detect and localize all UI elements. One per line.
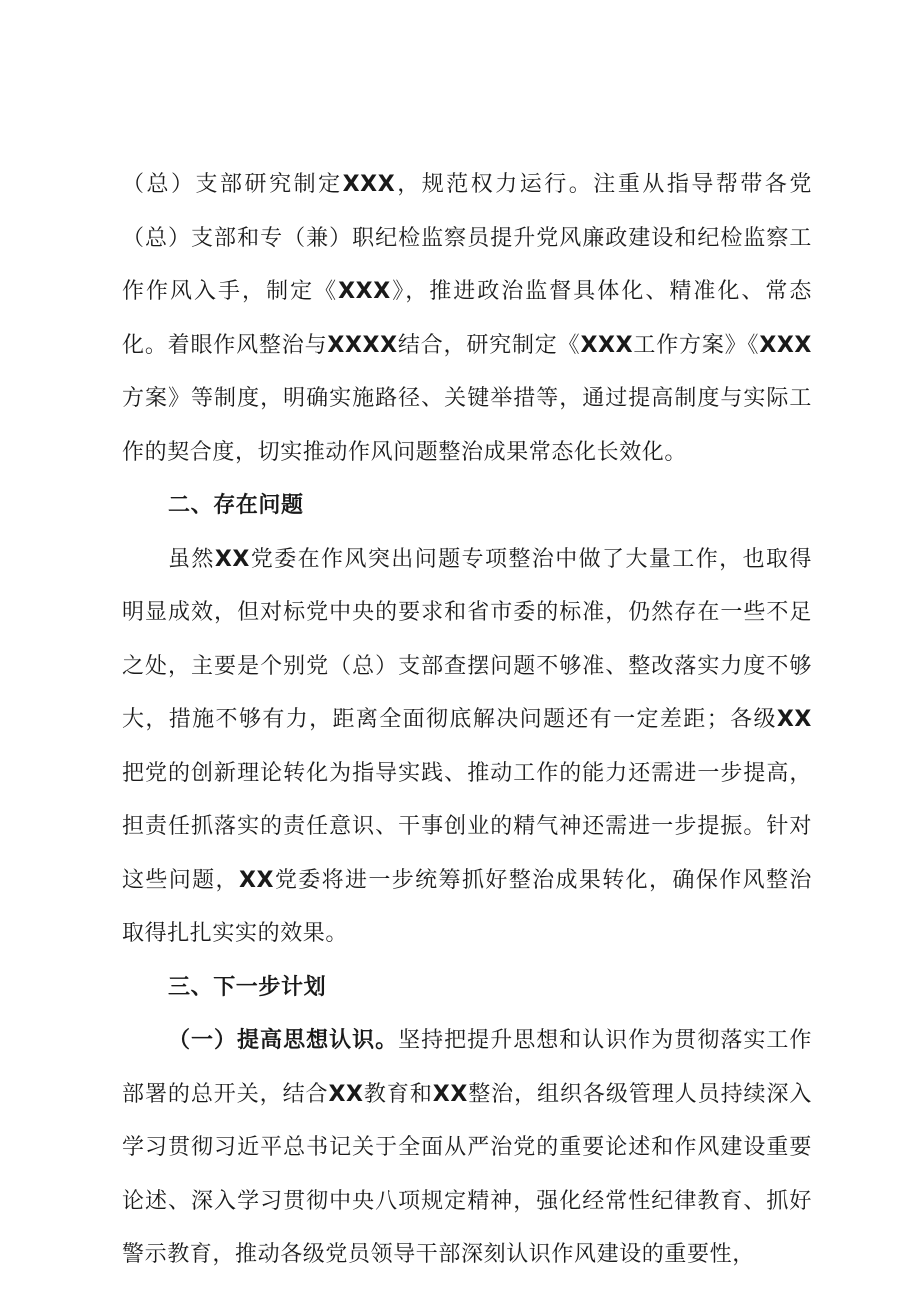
text-span: 》，推进政治监督具体化、精准化、常态化。着眼作风整治与 (122, 279, 812, 358)
text-span: 结合，研究制定《 (397, 332, 581, 358)
text-span: ，规范权力运行。注重从指导帮带各党（总）支部和专（兼）职纪检监察员提升党风廉政建设和纪检监察工作作风入手，制定《 (122, 172, 812, 304)
document-body (122, 158, 812, 1282)
placeholder-text: XXXX (327, 332, 398, 358)
text-span: 教育和 (363, 1081, 433, 1107)
placeholder-text: XX (238, 867, 275, 893)
placeholder-text: XX (776, 707, 812, 732)
text-span: 党委将进一步统筹抓好整治成果转化，确保作风整治取得扎扎实实的效果。 (122, 867, 812, 946)
placeholder-text: XXX (338, 279, 391, 304)
placeholder-text: XX (432, 1081, 468, 1107)
section-heading-next-steps: 三、下一步计划 (168, 974, 327, 1000)
placeholder-text: XXX (580, 332, 634, 358)
subsection-lead: （一）提高思想认识。 (168, 1027, 399, 1053)
text-span: 工作方案》《 (633, 332, 760, 358)
paragraph-system-building (122, 158, 812, 479)
text-span: 整治，组织各级管理人员持续深入学习贯彻习近平总书记关于全面从严治党的重要论述和作风建设重要论述、深入学习贯彻中央八项规定精神，强化经常性纪律教育、抓好警示教育，推动各级党员领导干部深刻认识作风建设的重要性， (122, 1081, 812, 1267)
text-span: 方案》等制度，明确实施路径、关键举措等，通过提高制度与实际工作的契合度，切实推动作风问题整治成果常态化长效化。 (122, 386, 812, 465)
text-span: 把党的创新理论转化为指导实践、推动工作的能力还需进一步提高，担责任抓落实的责任意识、干事创业的精气神还需进一步提振。针对这些问题， (122, 760, 812, 893)
text-span: 党委在作风突出问题专项整治中做了大量工作，也取得明显成效，但对标党中央的要求和省市委的标准，仍然存在一些不足之处，主要是个别党（总）支部查摆问题不够准、整改落实力度不够大，措施不够有力，距离全面彻底解决问题还有一定差距；各级 (122, 546, 813, 732)
placeholder-text: XX (214, 546, 250, 572)
placeholder-text: XX (328, 1081, 364, 1107)
text-span: （总）支部研究制定 (122, 172, 343, 197)
text-span: 虽然 (168, 546, 215, 572)
placeholder-text: XXX (759, 332, 812, 358)
section-heading-existing-problems: 二、存在问题 (168, 493, 304, 518)
placeholder-text: XXX (342, 172, 396, 197)
paragraph-raise-awareness (122, 1014, 812, 1282)
text-span: 坚持把提升思想和认识作为贯彻落实工作部署的总开关，结合 (122, 1028, 812, 1107)
paragraph-existing-problems (122, 533, 812, 961)
